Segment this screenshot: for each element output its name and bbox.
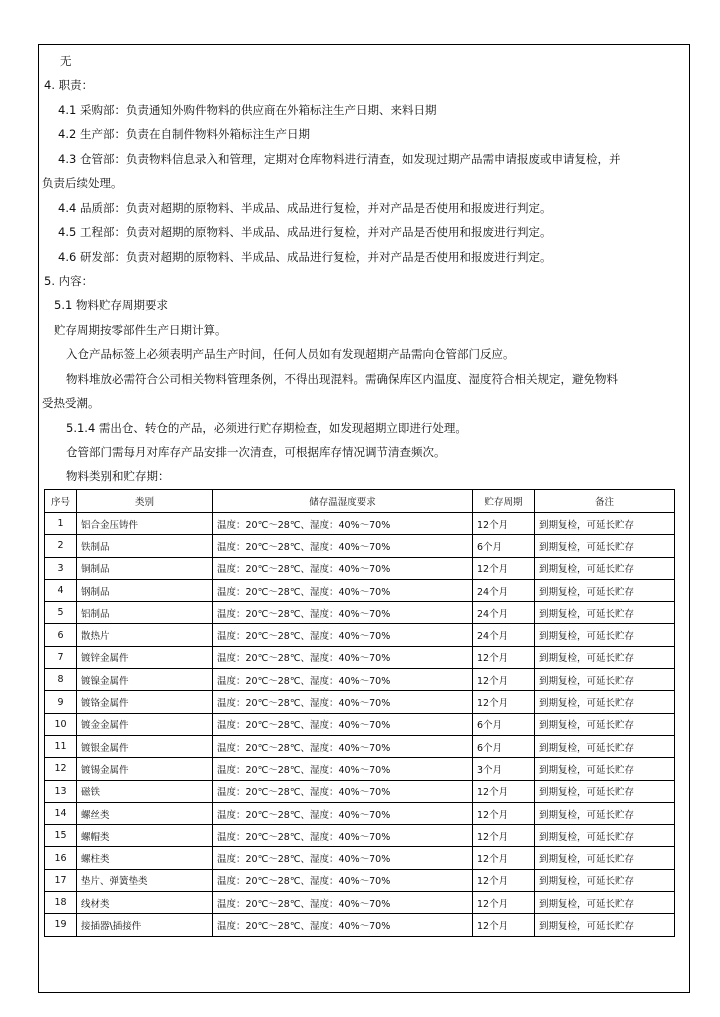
cell-period: 24个月	[473, 602, 535, 624]
cell-remark: 到期复检，可延长贮存	[535, 847, 675, 869]
text-line: 5.1.4 需出仓、转仓的产品，必须进行贮存期检查，如发现超期立即进行处理。	[66, 421, 467, 435]
cell-index: 6	[45, 624, 77, 646]
table-row	[45, 802, 675, 824]
cell-remark: 到期复检，可延长贮存	[535, 602, 675, 624]
cell-remark: 到期复检，可延长贮存	[535, 825, 675, 847]
table-row	[45, 579, 675, 601]
cell-requirement: 温度：20℃～28℃、湿度：40%～70%	[213, 869, 473, 891]
cell-category: 螺丝类	[77, 802, 213, 824]
cell-period: 12个月	[473, 646, 535, 668]
cell-period: 24个月	[473, 624, 535, 646]
cell-index: 16	[45, 847, 77, 869]
cell-period: 3个月	[473, 758, 535, 780]
cell-category: 镀银金属件	[77, 735, 213, 757]
cell-index: 5	[45, 602, 77, 624]
cell-category: 垫片、弹簧垫类	[77, 869, 213, 891]
cell-index: 4	[45, 579, 77, 601]
table-row	[45, 513, 675, 535]
cell-period: 12个月	[473, 557, 535, 579]
cell-remark: 到期复检，可延长贮存	[535, 624, 675, 646]
cell-requirement: 温度：20℃～28℃、湿度：40%～70%	[213, 892, 473, 914]
section-heading-duties: 4. 职责：	[44, 78, 94, 92]
text-line: 4.4 品质部：负责对超期的原物料、半成品、成品进行复检，并对产品是否使用和报废进行判定。	[58, 201, 552, 215]
table-row	[45, 646, 675, 668]
table-row	[45, 669, 675, 691]
table-row	[45, 557, 675, 579]
cell-category: 铁制品	[77, 535, 213, 557]
cell-index: 13	[45, 780, 77, 802]
table-body	[45, 513, 675, 937]
cell-period: 12个月	[473, 825, 535, 847]
cell-period: 24个月	[473, 579, 535, 601]
cell-period: 12个月	[473, 892, 535, 914]
cell-remark: 到期复检，可延长贮存	[535, 646, 675, 668]
cell-category: 铝制品	[77, 602, 213, 624]
cell-index: 8	[45, 669, 77, 691]
cell-index: 12	[45, 758, 77, 780]
text-line: 贮存周期按零部件生产日期计算。	[54, 323, 227, 337]
cell-requirement: 温度：20℃～28℃、湿度：40%～70%	[213, 847, 473, 869]
text-line: 物料类别和贮存期：	[66, 469, 170, 483]
cell-category: 接插器\插接件	[77, 914, 213, 936]
cell-remark: 到期复检，可延长贮存	[535, 914, 675, 936]
cell-requirement: 温度：20℃～28℃、湿度：40%～70%	[213, 513, 473, 535]
text-line: 5.1 物料贮存周期要求	[54, 298, 168, 312]
cell-remark: 到期复检，可延长贮存	[535, 513, 675, 535]
cell-category: 螺柱类	[77, 847, 213, 869]
cell-category: 镀铬金属件	[77, 691, 213, 713]
cell-requirement: 温度：20℃～28℃、湿度：40%～70%	[213, 780, 473, 802]
cell-period: 12个月	[473, 513, 535, 535]
text-line: 4.1 采购部：负责通知外购件物料的供应商在外箱标注生产日期、来料日期	[58, 103, 437, 117]
cell-remark: 到期复检，可延长贮存	[535, 669, 675, 691]
cell-category: 线材类	[77, 892, 213, 914]
cell-requirement: 温度：20℃～28℃、湿度：40%～70%	[213, 535, 473, 557]
cell-requirement: 温度：20℃～28℃、湿度：40%～70%	[213, 914, 473, 936]
cell-category: 镀锌金属件	[77, 646, 213, 668]
cell-period: 6个月	[473, 713, 535, 735]
cell-index: 10	[45, 713, 77, 735]
cell-category: 镀金金属件	[77, 713, 213, 735]
cell-remark: 到期复检，可延长贮存	[535, 535, 675, 557]
table-row	[45, 735, 675, 757]
table-row	[45, 914, 675, 936]
cell-category: 铝合金压铸件	[77, 513, 213, 535]
text-line: 4.3 仓管部：负责物料信息录入和管理，定期对仓库物料进行清查，如发现过期产品需申请报废或申请复检，并	[58, 152, 621, 166]
text-line: 受热受潮。	[42, 396, 100, 410]
cell-category: 磁铁	[77, 780, 213, 802]
cell-remark: 到期复检，可延长贮存	[535, 557, 675, 579]
cell-remark: 到期复检，可延长贮存	[535, 869, 675, 891]
cell-index: 1	[45, 513, 77, 535]
cell-requirement: 温度：20℃～28℃、湿度：40%～70%	[213, 646, 473, 668]
text-line: 4.6 研发部：负责对超期的原物料、半成品、成品进行复检，并对产品是否使用和报废进行判定。	[58, 250, 552, 264]
cell-requirement: 温度：20℃～28℃、湿度：40%～70%	[213, 557, 473, 579]
cell-index: 3	[45, 557, 77, 579]
cell-period: 12个月	[473, 691, 535, 713]
section-heading-content: 5. 内容：	[44, 274, 94, 288]
table-row	[45, 691, 675, 713]
cell-index: 17	[45, 869, 77, 891]
cell-category: 镀锡金属件	[77, 758, 213, 780]
cell-remark: 到期复检，可延长贮存	[535, 802, 675, 824]
cell-period: 6个月	[473, 735, 535, 757]
table-row	[45, 780, 675, 802]
cell-period: 12个月	[473, 669, 535, 691]
cell-category: 钢制品	[77, 579, 213, 601]
cell-period: 12个月	[473, 802, 535, 824]
cell-period: 6个月	[473, 535, 535, 557]
table-row	[45, 713, 675, 735]
table-row	[45, 847, 675, 869]
table-row	[45, 869, 675, 891]
header-period: 贮存周期	[473, 490, 535, 513]
header-index: 序号	[45, 490, 77, 513]
cell-index: 2	[45, 535, 77, 557]
cell-category: 镀镍金属件	[77, 669, 213, 691]
cell-index: 11	[45, 735, 77, 757]
header-remark: 备注	[535, 490, 675, 513]
cell-category: 螺帽类	[77, 825, 213, 847]
cell-period: 12个月	[473, 847, 535, 869]
cell-requirement: 温度：20℃～28℃、湿度：40%～70%	[213, 579, 473, 601]
cell-remark: 到期复检，可延长贮存	[535, 758, 675, 780]
cell-requirement: 温度：20℃～28℃、湿度：40%～70%	[213, 669, 473, 691]
cell-remark: 到期复检，可延长贮存	[535, 713, 675, 735]
text-line: 仓管部门需每月对库存产品安排一次清查，可根据库存情况调节清查频次。	[66, 445, 446, 459]
text-line: 负责后续处理。	[42, 176, 123, 190]
table-row	[45, 825, 675, 847]
cell-requirement: 温度：20℃～28℃、湿度：40%～70%	[213, 691, 473, 713]
cell-index: 7	[45, 646, 77, 668]
header-category: 类别	[77, 490, 213, 513]
cell-remark: 到期复检，可延长贮存	[535, 691, 675, 713]
table-row	[45, 758, 675, 780]
cell-requirement: 温度：20℃～28℃、湿度：40%～70%	[213, 624, 473, 646]
text-line: 物料堆放必需符合公司相关物料管理条例，不得出现混料。需确保库区内温度、湿度符合相关规定，避免物料	[66, 372, 618, 386]
storage-period-table	[44, 489, 675, 937]
cell-requirement: 温度：20℃～28℃、湿度：40%～70%	[213, 713, 473, 735]
cell-index: 9	[45, 691, 77, 713]
cell-remark: 到期复检，可延长贮存	[535, 735, 675, 757]
text-line: 无	[60, 54, 72, 68]
table-row	[45, 624, 675, 646]
cell-requirement: 温度：20℃～28℃、湿度：40%～70%	[213, 802, 473, 824]
table-header-row	[45, 490, 675, 513]
cell-index: 14	[45, 802, 77, 824]
cell-period: 12个月	[473, 780, 535, 802]
table-row	[45, 892, 675, 914]
cell-index: 18	[45, 892, 77, 914]
cell-requirement: 温度：20℃～28℃、湿度：40%～70%	[213, 825, 473, 847]
table-row	[45, 602, 675, 624]
cell-category: 散热片	[77, 624, 213, 646]
header-requirement: 储存温湿度要求	[213, 490, 473, 513]
text-line: 4.2 生产部：负责在自制件物料外箱标注生产日期	[58, 127, 310, 141]
text-line: 4.5 工程部：负责对超期的原物料、半成品、成品进行复检，并对产品是否使用和报废进行判定。	[58, 225, 552, 239]
cell-remark: 到期复检，可延长贮存	[535, 579, 675, 601]
storage-table-wrapper	[44, 489, 675, 937]
cell-index: 15	[45, 825, 77, 847]
cell-requirement: 温度：20℃～28℃、湿度：40%～70%	[213, 758, 473, 780]
text-line: 入仓产品标签上必须表明产品生产时间，任何人员如有发现超期产品需向仓管部门反应。	[66, 347, 515, 361]
cell-requirement: 温度：20℃～28℃、湿度：40%～70%	[213, 735, 473, 757]
table-row	[45, 535, 675, 557]
cell-period: 12个月	[473, 869, 535, 891]
cell-index: 19	[45, 914, 77, 936]
cell-period: 12个月	[473, 914, 535, 936]
cell-requirement: 温度：20℃～28℃、湿度：40%～70%	[213, 602, 473, 624]
cell-category: 铜制品	[77, 557, 213, 579]
cell-remark: 到期复检，可延长贮存	[535, 892, 675, 914]
cell-remark: 到期复检，可延长贮存	[535, 780, 675, 802]
